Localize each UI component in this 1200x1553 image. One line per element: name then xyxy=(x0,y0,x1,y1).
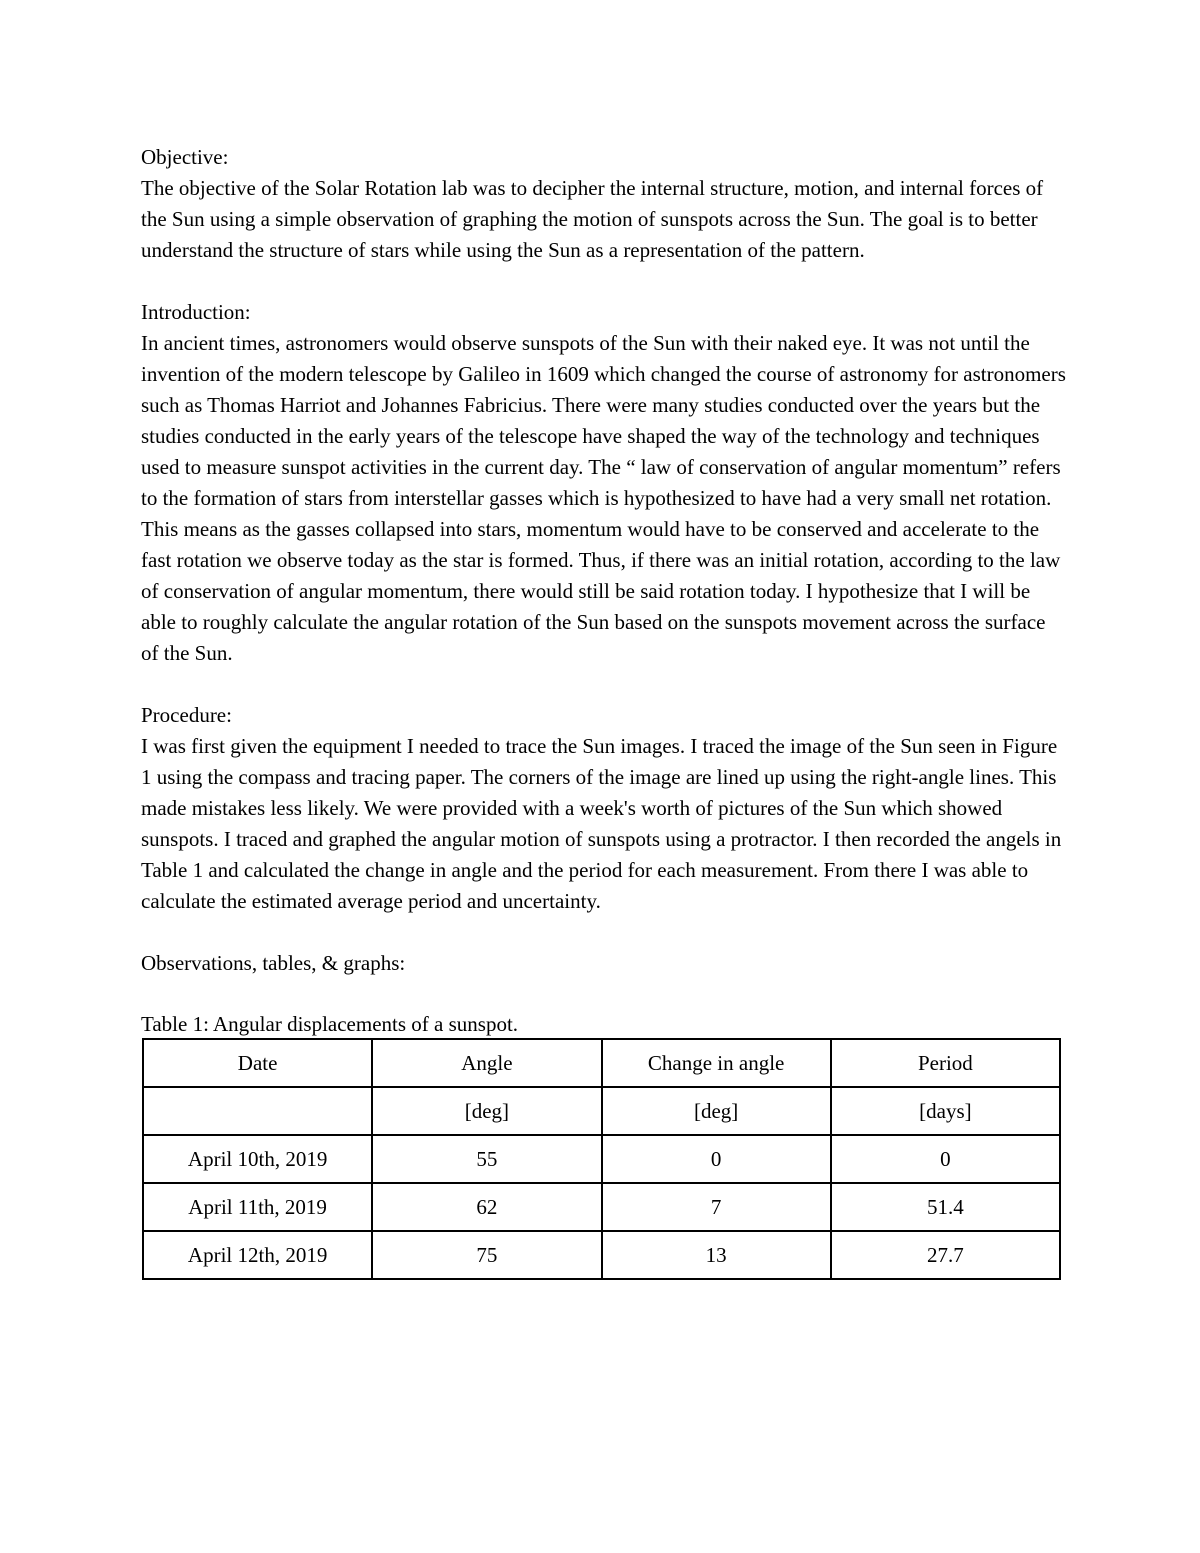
table-unit-cell: [deg] xyxy=(372,1087,601,1135)
table-row xyxy=(143,1183,1060,1231)
objective-heading: Objective: xyxy=(141,145,229,169)
table-header-cell: Change in angle xyxy=(602,1039,831,1087)
objective-body: The objective of the Solar Rotation lab was to decipher the internal structure, motion, and internal forces of the Sun using a simple observation of graphing the motion of sunspots across the Sun. The goal is to better understand the structure of stars while using the Sun as a representation of the pattern. xyxy=(141,176,1044,262)
paragraph-spacer xyxy=(141,669,1066,700)
table-cell-angle: 62 xyxy=(372,1183,601,1231)
angular-displacement-table xyxy=(142,1038,1061,1280)
table-unit-cell xyxy=(143,1087,372,1135)
table-cell-change: 0 xyxy=(602,1135,831,1183)
table-cell-period: 0 xyxy=(831,1135,1060,1183)
observations-section xyxy=(141,948,1066,979)
procedure-heading: Procedure: xyxy=(141,703,232,727)
table-unit-cell: [days] xyxy=(831,1087,1060,1135)
paragraph-spacer xyxy=(141,917,1066,948)
table-caption: Table 1: Angular displacements of a sunspot. xyxy=(141,1012,519,1036)
objective-section xyxy=(141,142,1066,266)
table-cell-angle: 75 xyxy=(372,1231,601,1279)
table-header-row xyxy=(143,1039,1060,1087)
table-header-cell: Date xyxy=(143,1039,372,1087)
table-cell-change: 7 xyxy=(602,1183,831,1231)
table-header-cell: Period xyxy=(831,1039,1060,1087)
procedure-section xyxy=(141,700,1066,917)
table-cell-change: 13 xyxy=(602,1231,831,1279)
table-row xyxy=(143,1135,1060,1183)
introduction-body: In ancient times, astronomers would observe sunspots of the Sun with their naked eye. It was not until the invention of the modern telescope by Galileo in 1609 which changed the course of astronomy for astronomers such as Thomas Harriot and Johannes Fabricius. There were many studies conducted over the years but the studies conducted in the early years of the telescope have shaped the way of the technology and techniques used to measure sunspot activities in the current day. The “ law of conservation of angular momentum” refers to the formation of stars from interstellar gasses which is hypothesized to have had a very small net rotation. This means as the gasses collapsed into stars, momentum would have to be conserved and accelerate to the fast rotation we observe today as the star is formed. Thus, if there was an initial rotation, according to the law of conservation of angular momentum, there would still be said rotation today. I hypothesize that I will be able to roughly calculate the angular rotation of the Sun based on the sunspots movement across the surface of the Sun. xyxy=(141,331,1066,665)
table-units-row xyxy=(143,1087,1060,1135)
document-page xyxy=(141,142,1066,1280)
table-cell-period: 27.7 xyxy=(831,1231,1060,1279)
procedure-body: I was first given the equipment I needed to trace the Sun images. I traced the image of the Sun seen in Figure 1 using the compass and tracing paper. The corners of the image are lined up using the right-angle lines. This made mistakes less likely. We were provided with a week's worth of pictures of the Sun which showed sunspots. I traced and graphed the angular motion of sunspots using a protractor. I then recorded the angels in Table 1 and calculated the change in angle and the period for each measurement. From there I was able to calculate the estimated average period and uncertainty. xyxy=(141,734,1062,913)
table-cell-period: 51.4 xyxy=(831,1183,1060,1231)
table-header-cell: Angle xyxy=(372,1039,601,1087)
introduction-heading: Introduction: xyxy=(141,300,251,324)
table-unit-cell: [deg] xyxy=(602,1087,831,1135)
table-cell-angle: 55 xyxy=(372,1135,601,1183)
paragraph-spacer xyxy=(141,979,1066,1010)
paragraph-spacer xyxy=(141,266,1066,297)
table-cell-date: April 11th, 2019 xyxy=(143,1183,372,1231)
introduction-section xyxy=(141,297,1066,669)
observations-heading: Observations, tables, & graphs: xyxy=(141,951,406,975)
table-row xyxy=(143,1231,1060,1279)
table-cell-date: April 10th, 2019 xyxy=(143,1135,372,1183)
table-cell-date: April 12th, 2019 xyxy=(143,1231,372,1279)
